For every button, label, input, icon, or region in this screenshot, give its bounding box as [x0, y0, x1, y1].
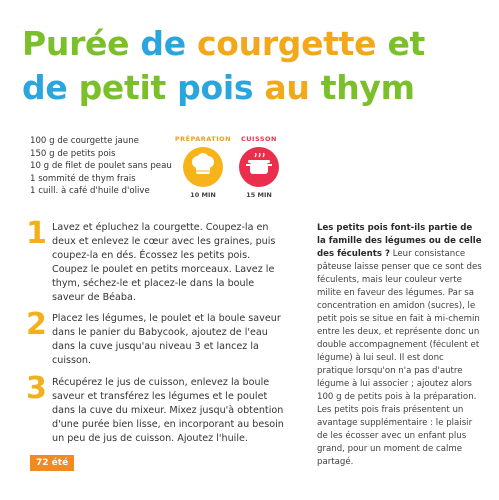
title-segment: de — [22, 68, 79, 107]
step-text: Placez les légumes, le poulet et la boule saveur dans le panier du Babycook, ajoutez de l'eau dans la cuve jusqu'au niveau 3 et lancez la cuisson. — [52, 313, 281, 367]
ingredient-item: 1 cuill. à café d'huile d'olive — [30, 186, 150, 196]
sidebar-body: Leur consistance pâteuse laisse penser que ce sont des féculents, mais leur couleur verte milite en faveur des légumes. Par sa concentration en amidon (sucres), le petit pois se situe en fait à mi-chemin entre les deux, et représente donc un double accompagnement (féculent et légume) à lui seul. Il est donc pratique lorsqu'on n'a pas d'autre légume à lui associer ; ajoutez alors 100 g de petits pois à la préparation. Les petits pois frais présentent un avantage supplémentaire : le plaisir de les écosser avec un enfant plus grand, pour un moment de calme partagé. — [317, 249, 482, 467]
step-text: Lavez et épluchez la courgette. Coupez-la en deux et enlevez le cœur avec les graines, puis coupez-la en dés. Écossez les petits pois. Coupez le poulet en petits morceaux. Lavez le thym, séchez-le et placez-le dans la boule saveur de Béaba. — [52, 222, 276, 303]
cooking-circle — [239, 147, 279, 187]
ingredient-item: 100 g de courgette jaune — [30, 136, 139, 146]
page-folio: 72 été — [30, 455, 74, 471]
step-item — [26, 371, 288, 446]
step-number: 3 — [26, 371, 47, 407]
preparation-label: PRÉPARATION — [174, 135, 232, 143]
title-segment: et — [387, 24, 425, 63]
cooking-badge — [229, 135, 289, 199]
ingredient-item: 150 g de petits pois — [30, 148, 116, 159]
title-segment: pois — [177, 68, 265, 107]
step-text: Récupérez le jus de cuisson, enlevez la boule saveur et transférez les légumes et le poulet dans la cuve du mixeur. Mixez jusqu'à obtention d'une purée bien lisse, en incorporant au besoin un peu de jus de cuisson. Ajoutez l'huile. — [52, 377, 284, 444]
chef-hat-icon — [190, 153, 216, 181]
ingredient-item: 1 sommité de thym frais — [30, 173, 136, 184]
title-segment: Purée — [22, 24, 141, 63]
sidebar-lead: Les petits pois font-ils partie de la famille des légumes ou de celle des féculents ? — [317, 223, 482, 259]
cooking-time: 15 MIN — [246, 191, 272, 199]
ingredients-list — [30, 135, 172, 198]
step-number: 2 — [26, 307, 47, 343]
cooking-label: CUISSON — [240, 135, 277, 143]
recipe-steps — [26, 216, 288, 454]
ingredient-item: 10 g de filet de poulet sans peau — [30, 161, 172, 171]
recipe-title — [22, 22, 492, 110]
pot-icon — [246, 153, 272, 181]
preparation-time: 10 MIN — [190, 191, 216, 199]
preparation-circle — [183, 147, 223, 187]
step-number: 1 — [26, 216, 47, 251]
preparation-badge — [173, 135, 233, 199]
sidebar-note — [317, 222, 482, 469]
title-segment: thym — [320, 68, 415, 107]
title-segment: courgette — [197, 24, 388, 63]
title-segment: au — [264, 68, 321, 107]
title-segment: de — [140, 24, 197, 63]
step-item — [26, 216, 288, 304]
step-item — [26, 307, 288, 368]
title-segment: petit — [78, 68, 178, 107]
